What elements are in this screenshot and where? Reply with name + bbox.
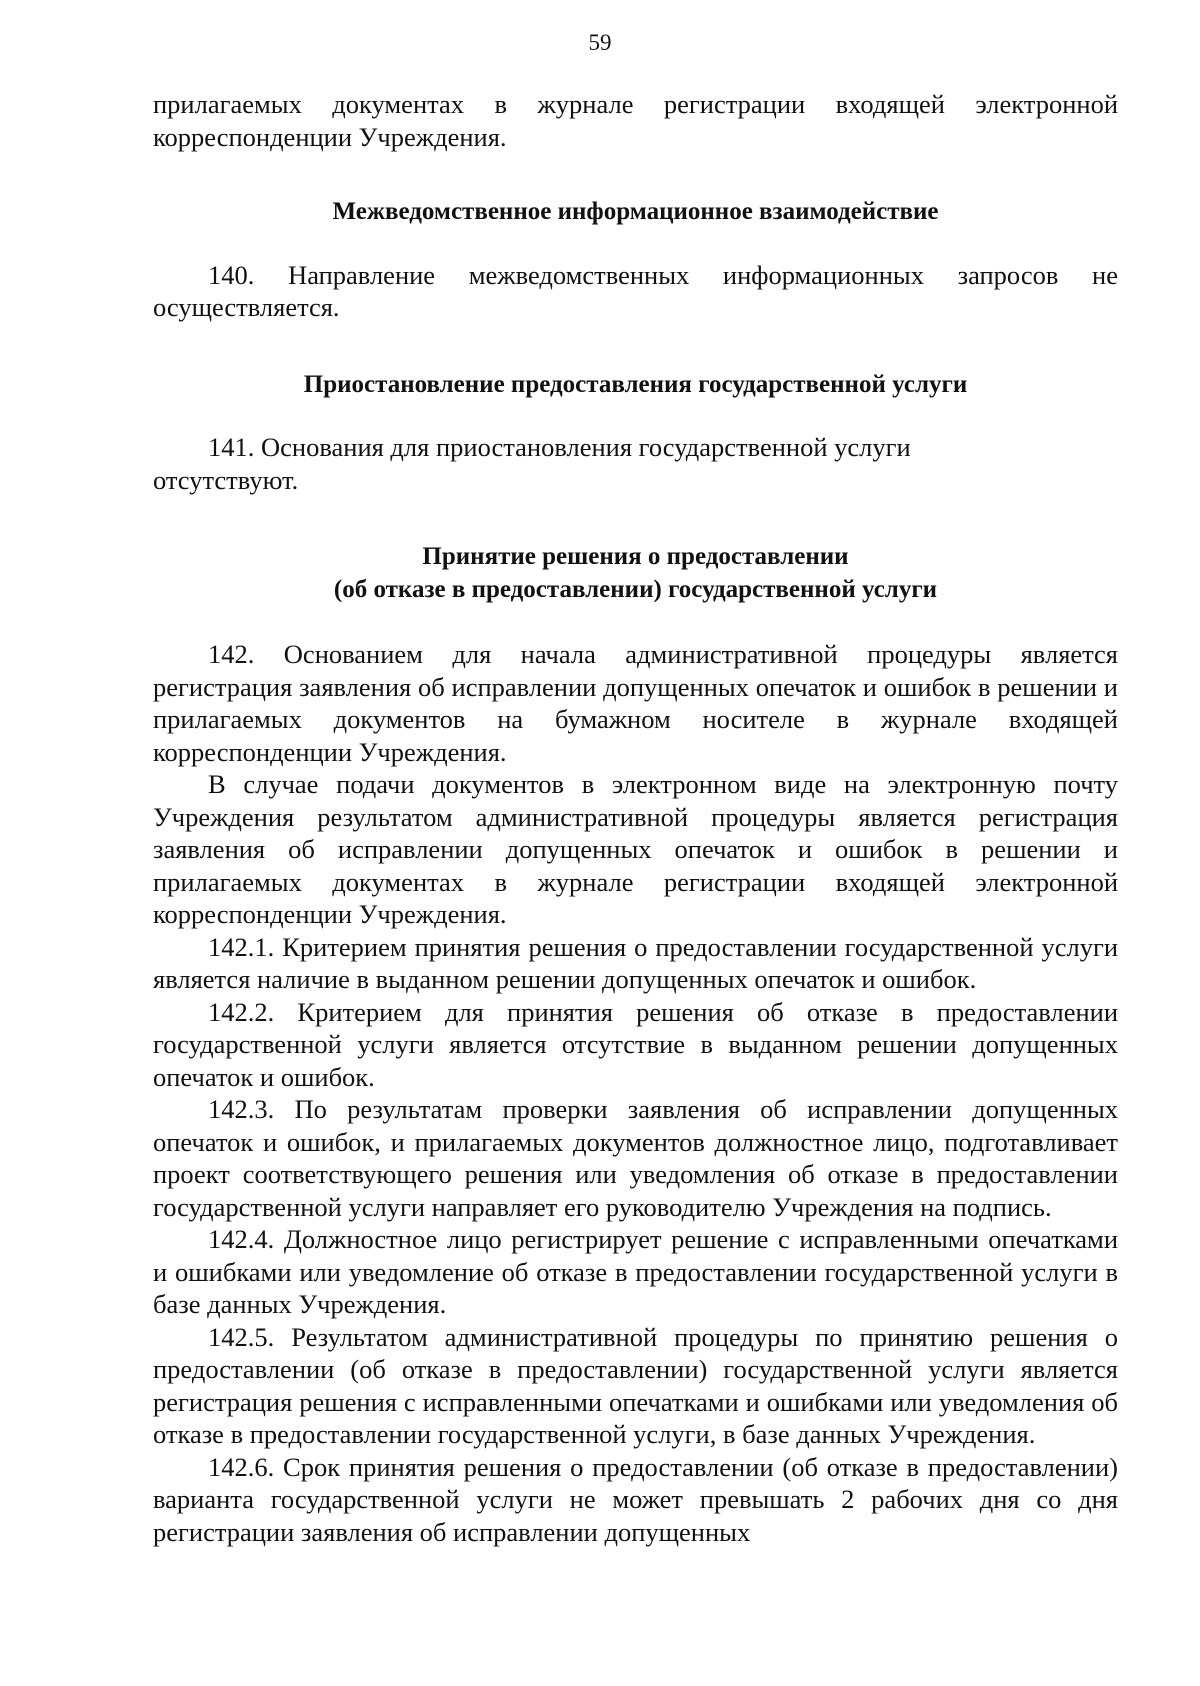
paragraph-141: 141. Основания для приостановления государственной услуги отсутствуют.: [153, 432, 911, 495]
paragraph-142-1: 142.1. Критерием принятия решения о предоставлении государственной услуги является наличие в выданном решении допущенных опечаток и ошибок.: [153, 931, 1118, 994]
paragraph-140: 140. Направление межведомственных информационных запросов не осуществляется.: [153, 259, 1118, 322]
page-number: 59: [588, 30, 612, 55]
section-heading-decision-line2: (об отказе в предоставлении) государственной услуги: [333, 575, 938, 603]
section-heading-suspension: Приостановление предоставления государственной услуги: [303, 370, 968, 398]
paragraph-142-3: 142.3. По результатам проверки заявления об исправлении допущенных опечаток и ошибок, и прилагаемых документов должностное лицо, подготавливает проект соответствующего решения или уведомления об отказе в предоставлении государственной услуги направляет его руководителю Учреждения на подпись.: [153, 1094, 1118, 1222]
section-heading-decision-line1: Принятие решения о предоставлении: [422, 543, 849, 570]
paragraph-142-4: 142.4. Должностное лицо регистрирует решение с исправленными опечатками и ошибками или уведомление об отказе в предоставлении государственной услуги в базе данных Учреждения.: [153, 1224, 1118, 1319]
paragraph-142: 142. Основанием для начала административной процедуры является регистрация заявления об исправлении допущенных опечаток и ошибок в решении и прилагаемых документов на бумажном носителе в журнале входящей корреспонденции Учреждения.: [153, 639, 1118, 767]
section-heading-interagency: Межведомственное информационное взаимодействие: [332, 198, 939, 225]
paragraph-142-5: 142.5. Результатом административной процедуры по принятию решения о предоставлении (об отказе в предоставлении) государственной услуги является регистрация решения с исправленными опечатками и ошибками или уведомления об отказе в предоставлении государственной услуги, в базе данных Учреждения.: [153, 1321, 1118, 1449]
continuation-paragraph: прилагаемых документах в журнале регистрации входящей электронной корреспонденции Учреждения.: [153, 89, 1118, 152]
paragraph-142-6: 142.6. Срок принятия решения о предоставлении (об отказе в предоставлении) варианта государственной услуги не может превышать 2 рабочих дня со дня регистрации заявления об исправлении допущенных: [153, 1451, 1118, 1547]
paragraph-142-electronic: В случае подачи документов в электронном виде на электронную почту Учреждения результатом административной процедуры является регистрация заявления об исправлении допущенных опечаток и ошибок в решении и прилагаемых документах в журнале регистрации входящей электронной корреспонденции Учреждения.: [153, 769, 1118, 929]
page-content: [153, 88, 1118, 1548]
paragraph-142-2: 142.2. Критерием для принятия решения об отказе в предоставлении государственной услуги является отсутствие в выданном решении допущенных опечаток и ошибок.: [153, 996, 1118, 1092]
